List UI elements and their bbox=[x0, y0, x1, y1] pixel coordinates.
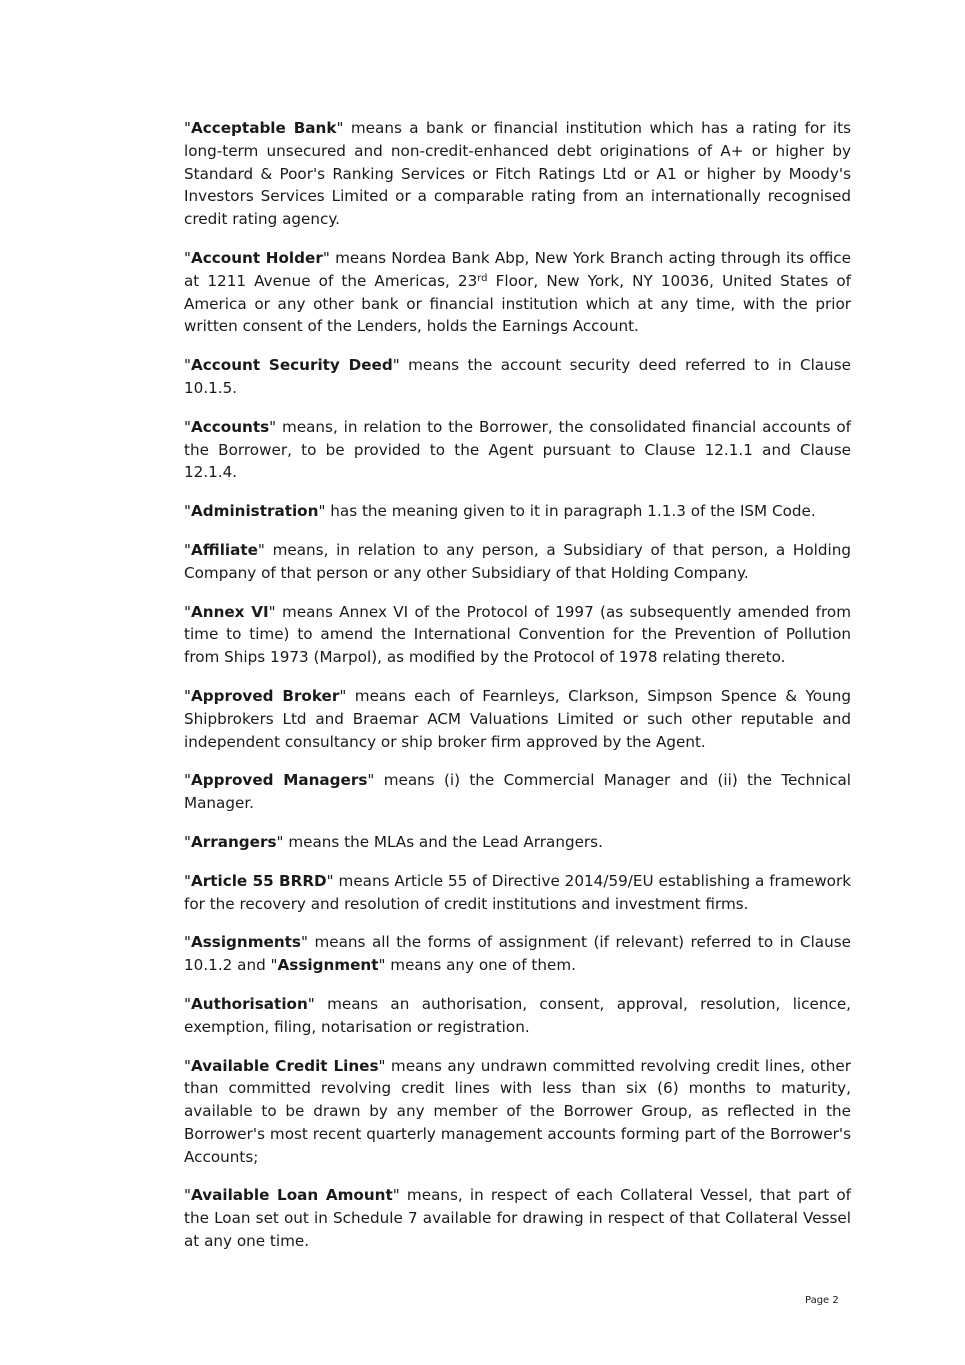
definition-text: means a bank or financial institution which has a rating for its long-term unsecured and non-credit-enhanced debt originations of A+ or higher by Standard & Poor's Ranking Services or Fitch Ratings Ltd or A1 or higher by Moody's Investors Services Limited or a comparable rating from an internationally recognised credit rating agency. bbox=[184, 119, 852, 229]
definitions-list bbox=[184, 117, 851, 1269]
definition-text: means Nordea Bank Abp, New York Branch acting through its office at 1211 Avenue of the Americas, 23 bbox=[184, 248, 851, 290]
definition-text: means, in relation to any person, a Subsidiary of that person, a Holding Company of that person or any other Subsidiary of that Holding Company. bbox=[184, 540, 851, 582]
definition-text: has the meaning given to it in paragraph 1.1.3 of the ISM Code. bbox=[325, 502, 816, 521]
defined-term: Available Credit Lines bbox=[191, 1056, 379, 1075]
definition-text: means the account security deed referred to in Clause 10.1.5. bbox=[184, 356, 851, 397]
ordinal-suffix: rd bbox=[477, 272, 488, 284]
definition-text: means an authorisation, consent, approval, resolution, licence, exemption, filing, notarisation or registration. bbox=[184, 994, 851, 1036]
defined-term: Authorisation bbox=[191, 994, 308, 1013]
definition-assignments: "Assignments" means all the forms of assignment (if relevant) referred to in Clause 10.1.2 and "Assignment" means any one of them. bbox=[184, 933, 851, 975]
defined-term: Accounts bbox=[191, 417, 270, 436]
definition-account-security-deed: "Account Security Deed" means the account security deed referred to in Clause 10.1.5. bbox=[184, 356, 851, 397]
definition-text: means, in relation to the Borrower, the consolidated financial accounts of the Borrower, to be provided to the Agent pursuant to Clause 12.1.1 and Clause 12.1.4. bbox=[184, 417, 851, 482]
definition-text: means, in respect of each Collateral Vessel, that part of the Loan set out in Schedule 7 available for drawing in respect of that Collateral Vessel at any one time. bbox=[184, 1186, 852, 1251]
definition-available-loan-amount: "Available Loan Amount" means, in respect of each Collateral Vessel, that part of the Loan set out in Schedule 7 available for drawing in respect of that Collateral Vessel at any one time. bbox=[184, 1186, 852, 1251]
defined-term: Article 55 BRRD bbox=[191, 871, 327, 890]
defined-term: Approved Managers bbox=[191, 771, 368, 790]
definition-approved-broker: "Approved Broker" means each of Fearnleys, Clarkson, Simpson Spence & Young Shipbrokers Ltd and Braemar ACM Valuations Limited or such other reputable and independent consultancy or ship broker firm approved by the Agent. bbox=[184, 686, 851, 751]
page-number: Page 2 bbox=[805, 1295, 839, 1306]
defined-term: Account Security Deed bbox=[191, 356, 393, 375]
definition-annex-vi: "Annex VI" means Annex VI of the Protocol of 1997 (as subsequently amended from time to time) to amend the International Convention for the Prevention of Pollution from Ships 1973 (Marpol), as modified by the Protocol of 1978 relating thereto. bbox=[184, 602, 852, 667]
definition-text: means any undrawn committed revolving credit lines, other than committed revolving credit lines with less than six (6) months to maturity, available to be drawn by any member of the Borrower Group, as reflected in the Borrower's most recent quarterly management accounts forming part of the Borrower's Accounts; bbox=[184, 1056, 851, 1166]
defined-term: Affiliate bbox=[191, 540, 258, 559]
definition-affiliate: "Affiliate" means, in relation to any person, a Subsidiary of that person, a Holding Company of that person or any other Subsidiary of that Holding Company. bbox=[184, 540, 851, 582]
defined-term: Administration bbox=[191, 502, 319, 521]
defined-term: Arrangers bbox=[191, 832, 277, 851]
definition-text: means each of Fearnleys, Clarkson, Simpson Spence & Young Shipbrokers Ltd and Braemar ACM Valuations Limited or such other reputable and independent consultancy or ship broker firm approved by the Agent. bbox=[184, 686, 851, 751]
definition-text: means Article 55 of Directive 2014/59/EU establishing a framework for the recovery and resolution of credit institutions and investment firms. bbox=[184, 871, 851, 913]
definition-acceptable-bank: "Acceptable Bank" means a bank or financial institution which has a rating for its long-term unsecured and non-credit-enhanced debt originations of A+ or higher by Standard & Poor's Ranking Services or Fitch Ratings Ltd or A1 or higher by Moody's Investors Services Limited or a comparable rating from an internationally recognised credit rating agency. bbox=[184, 119, 852, 229]
defined-term: Annex VI bbox=[191, 602, 269, 621]
definition-text: means (i) the Commercial Manager and (ii) the Technical Manager. bbox=[184, 771, 852, 813]
defined-term: Available Loan Amount bbox=[191, 1186, 393, 1205]
definition-accounts: "Accounts" means, in relation to the Borrower, the consolidated financial accounts of the Borrower, to be provided to the Agent pursuant to Clause 12.1.1 and Clause 12.1.4. bbox=[184, 417, 851, 482]
definition-approved-managers: "Approved Managers" means (i) the Commercial Manager and (ii) the Technical Manager. bbox=[184, 771, 852, 813]
definition-text: means all the forms of assignment (if relevant) referred to in Clause 10.1.2 and bbox=[184, 933, 851, 975]
definition-text: means the MLAs and the Lead Arrangers. bbox=[283, 832, 603, 851]
definition-account-holder: "Account Holder" means Nordea Bank Abp, New York Branch acting through its office at 1211 Avenue of the Americas, 23rd Floor, New York, NY 10036, United States of America or any other bank or financial institution which at any time, with the prior written consent of the Lenders, holds the Earnings Account. bbox=[184, 248, 851, 336]
definition-administration: "Administration" has the meaning given to it in paragraph 1.1.3 of the ISM Code. bbox=[184, 502, 816, 521]
definition-text: Floor, New York, NY 10036, United States of America or any other bank or financial institution which at any time, with the prior written consent of the Lenders, holds the Earnings Account. bbox=[184, 271, 851, 336]
definition-text: means any one of them. bbox=[385, 956, 576, 975]
defined-term: Assignments bbox=[191, 933, 301, 952]
definition-authorisation: "Authorisation" means an authorisation, consent, approval, resolution, licence, exemption, filing, notarisation or registration. bbox=[184, 994, 851, 1036]
defined-term: Assignment bbox=[277, 956, 379, 975]
defined-term: Approved Broker bbox=[191, 686, 340, 705]
definition-available-credit-lines: "Available Credit Lines" means any undrawn committed revolving credit lines, other than committed revolving credit lines with less than six (6) months to maturity, available to be drawn by any member of the Borrower Group, as reflected in the Borrower's most recent quarterly management accounts forming part of the Borrower's Accounts; bbox=[184, 1056, 851, 1166]
definition-arrangers: "Arrangers" means the MLAs and the Lead Arrangers. bbox=[184, 832, 603, 851]
defined-term: Account Holder bbox=[191, 248, 323, 267]
definition-article-55-brrd: "Article 55 BRRD" means Article 55 of Directive 2014/59/EU establishing a framework for the recovery and resolution of credit institutions and investment firms. bbox=[184, 871, 851, 913]
definition-text: means Annex VI of the Protocol of 1997 (as subsequently amended from time to time) to amend the International Convention for the Prevention of Pollution from Ships 1973 (Marpol), as modified by the Protocol of 1978 relating thereto. bbox=[184, 602, 852, 667]
defined-term: Acceptable Bank bbox=[191, 119, 337, 137]
